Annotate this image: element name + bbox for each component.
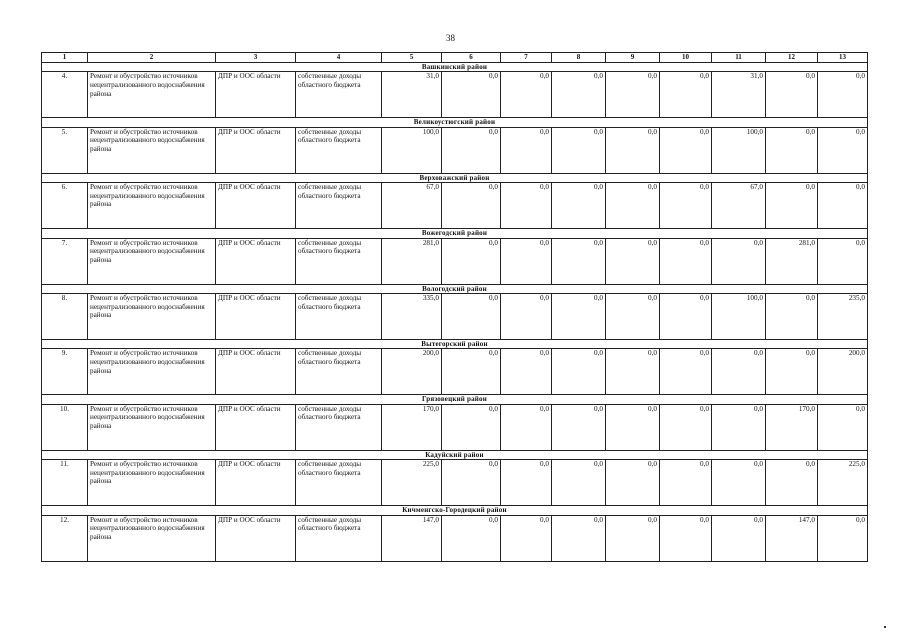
amount-col-8: 0,0	[552, 404, 606, 450]
amount-col-6: 0,0	[442, 183, 501, 229]
amount-col-13: 0,0	[818, 515, 868, 561]
funding-source: собственные доходы областного бюджета	[296, 72, 382, 118]
amount-col-5: 200,0	[382, 349, 442, 395]
amount-col-10: 0,0	[660, 293, 712, 339]
amount-col-10: 0,0	[660, 238, 712, 284]
amount-col-12: 0,0	[766, 183, 818, 229]
district-header-row	[42, 506, 868, 515]
row-number: 8.	[42, 293, 88, 339]
amount-col-10: 0,0	[660, 515, 712, 561]
amount-col-6: 0,0	[442, 293, 501, 339]
amount-col-10: 0,0	[660, 72, 712, 118]
amount-col-9: 0,0	[606, 404, 660, 450]
amount-col-12: 170,0	[766, 404, 818, 450]
amount-col-8: 0,0	[552, 127, 606, 173]
amount-col-11: 100,0	[712, 293, 766, 339]
amount-col-6: 0,0	[442, 127, 501, 173]
amount-col-12: 0,0	[766, 127, 818, 173]
amount-col-9: 0,0	[606, 460, 660, 506]
amount-col-12: 147,0	[766, 515, 818, 561]
amount-col-13: 0,0	[818, 127, 868, 173]
funding-source: собственные доходы областного бюджета	[296, 349, 382, 395]
table-row	[42, 515, 868, 561]
table-row	[42, 183, 868, 229]
table-row	[42, 293, 868, 339]
amount-col-11: 0,0	[712, 460, 766, 506]
row-number: 6.	[42, 183, 88, 229]
amount-col-12: 0,0	[766, 293, 818, 339]
measure-name: Ремонт и обустройство источников нецентрализованного водоснабжения района	[88, 460, 216, 506]
executor: ДПР и ООС области	[216, 238, 296, 284]
table-body	[42, 53, 868, 562]
amount-col-13: 0,0	[818, 404, 868, 450]
column-number-10: 10	[660, 53, 712, 63]
amount-col-5: 225,0	[382, 460, 442, 506]
amount-col-12: 281,0	[766, 238, 818, 284]
amount-col-10: 0,0	[660, 460, 712, 506]
table-row	[42, 127, 868, 173]
funding-source: собственные доходы областного бюджета	[296, 515, 382, 561]
amount-col-6: 0,0	[442, 238, 501, 284]
amount-col-8: 0,0	[552, 293, 606, 339]
row-number: 12.	[42, 515, 88, 561]
executor: ДПР и ООС области	[216, 460, 296, 506]
row-number: 5.	[42, 127, 88, 173]
amount-col-11: 100,0	[712, 127, 766, 173]
executor: ДПР и ООС области	[216, 349, 296, 395]
amount-col-9: 0,0	[606, 293, 660, 339]
row-number: 11.	[42, 460, 88, 506]
amount-col-7: 0,0	[501, 72, 552, 118]
amount-col-9: 0,0	[606, 127, 660, 173]
column-number-7: 7	[501, 53, 552, 63]
amount-col-6: 0,0	[442, 460, 501, 506]
table-row	[42, 460, 868, 506]
district-name: Великоустюгский район	[42, 118, 868, 127]
amount-col-5: 335,0	[382, 293, 442, 339]
district-name: Грязовецкий район	[42, 395, 868, 404]
measure-name: Ремонт и обустройство источников нецентрализованного водоснабжения района	[88, 127, 216, 173]
amount-col-13: 200,0	[818, 349, 868, 395]
amount-col-7: 0,0	[501, 238, 552, 284]
executor: ДПР и ООС области	[216, 72, 296, 118]
amount-col-13: 0,0	[818, 72, 868, 118]
measure-name: Ремонт и обустройство источников нецентрализованного водоснабжения района	[88, 238, 216, 284]
amount-col-7: 0,0	[501, 183, 552, 229]
district-header-row	[42, 118, 868, 127]
amount-col-9: 0,0	[606, 183, 660, 229]
measure-name: Ремонт и обустройство источников нецентрализованного водоснабжения района	[88, 293, 216, 339]
amount-col-10: 0,0	[660, 349, 712, 395]
amount-col-13: 0,0	[818, 183, 868, 229]
district-name: Вологодский район	[42, 284, 868, 293]
column-number-2: 2	[88, 53, 216, 63]
funding-source: собственные доходы областного бюджета	[296, 238, 382, 284]
row-number: 4.	[42, 72, 88, 118]
amount-col-9: 0,0	[606, 515, 660, 561]
district-name: Вашкинский район	[42, 63, 868, 72]
district-header-row	[42, 63, 868, 72]
amount-col-11: 0,0	[712, 349, 766, 395]
amount-col-11: 0,0	[712, 515, 766, 561]
column-number-9: 9	[606, 53, 660, 63]
amount-col-6: 0,0	[442, 72, 501, 118]
table-row	[42, 404, 868, 450]
amount-col-10: 0,0	[660, 404, 712, 450]
measure-name: Ремонт и обустройство источников нецентрализованного водоснабжения района	[88, 72, 216, 118]
district-name: Кадуйский район	[42, 450, 868, 459]
executor: ДПР и ООС области	[216, 127, 296, 173]
column-number-11: 11	[712, 53, 766, 63]
executor: ДПР и ООС области	[216, 404, 296, 450]
amount-col-6: 0,0	[442, 404, 501, 450]
amount-col-7: 0,0	[501, 293, 552, 339]
district-name: Кичменгско-Городецкий район	[42, 506, 868, 515]
column-number-6: 6	[442, 53, 501, 63]
row-number: 9.	[42, 349, 88, 395]
executor: ДПР и ООС области	[216, 293, 296, 339]
funding-source: собственные доходы областного бюджета	[296, 460, 382, 506]
funding-source: собственные доходы областного бюджета	[296, 183, 382, 229]
measure-name: Ремонт и обустройство источников нецентрализованного водоснабжения района	[88, 404, 216, 450]
amount-col-6: 0,0	[442, 349, 501, 395]
amount-col-8: 0,0	[552, 349, 606, 395]
amount-col-13: 225,0	[818, 460, 868, 506]
column-number-3: 3	[216, 53, 296, 63]
scan-speck	[884, 626, 886, 628]
amount-col-10: 0,0	[660, 183, 712, 229]
amount-col-7: 0,0	[501, 515, 552, 561]
measure-name: Ремонт и обустройство источников нецентрализованного водоснабжения района	[88, 515, 216, 561]
funding-source: собственные доходы областного бюджета	[296, 127, 382, 173]
amount-col-6: 0,0	[442, 515, 501, 561]
column-number-12: 12	[766, 53, 818, 63]
row-number: 10.	[42, 404, 88, 450]
amount-col-11: 0,0	[712, 404, 766, 450]
funding-source: собственные доходы областного бюджета	[296, 404, 382, 450]
budget-table	[41, 52, 868, 562]
amount-col-9: 0,0	[606, 238, 660, 284]
column-number-13: 13	[818, 53, 868, 63]
table-row	[42, 72, 868, 118]
district-header-row	[42, 395, 868, 404]
executor: ДПР и ООС области	[216, 515, 296, 561]
column-number-4: 4	[296, 53, 382, 63]
amount-col-5: 67,0	[382, 183, 442, 229]
amount-col-7: 0,0	[501, 404, 552, 450]
amount-col-11: 0,0	[712, 238, 766, 284]
table-row	[42, 349, 868, 395]
funding-source: собственные доходы областного бюджета	[296, 293, 382, 339]
measure-name: Ремонт и обустройство источников нецентрализованного водоснабжения района	[88, 349, 216, 395]
amount-col-5: 170,0	[382, 404, 442, 450]
amount-col-12: 0,0	[766, 72, 818, 118]
amount-col-8: 0,0	[552, 72, 606, 118]
amount-col-12: 0,0	[766, 460, 818, 506]
amount-col-11: 67,0	[712, 183, 766, 229]
amount-col-5: 147,0	[382, 515, 442, 561]
table-row	[42, 238, 868, 284]
column-number-5: 5	[382, 53, 442, 63]
amount-col-5: 281,0	[382, 238, 442, 284]
district-header-row	[42, 339, 868, 348]
amount-col-8: 0,0	[552, 515, 606, 561]
column-number-1: 1	[42, 53, 88, 63]
amount-col-7: 0,0	[501, 460, 552, 506]
page-number: 38	[446, 33, 455, 43]
amount-col-7: 0,0	[501, 127, 552, 173]
row-number: 7.	[42, 238, 88, 284]
amount-col-13: 0,0	[818, 238, 868, 284]
amount-col-7: 0,0	[501, 349, 552, 395]
amount-col-5: 31,0	[382, 72, 442, 118]
amount-col-11: 31,0	[712, 72, 766, 118]
amount-col-8: 0,0	[552, 460, 606, 506]
measure-name: Ремонт и обустройство источников нецентрализованного водоснабжения района	[88, 183, 216, 229]
amount-col-13: 235,0	[818, 293, 868, 339]
amount-col-5: 100,0	[382, 127, 442, 173]
district-header-row	[42, 229, 868, 238]
district-header-row	[42, 173, 868, 182]
district-name: Вожегодский район	[42, 229, 868, 238]
amount-col-8: 0,0	[552, 238, 606, 284]
column-number-row	[42, 53, 868, 63]
district-name: Верховажский район	[42, 173, 868, 182]
district-header-row	[42, 450, 868, 459]
column-number-8: 8	[552, 53, 606, 63]
district-name: Вытегорский район	[42, 339, 868, 348]
amount-col-9: 0,0	[606, 72, 660, 118]
amount-col-10: 0,0	[660, 127, 712, 173]
executor: ДПР и ООС области	[216, 183, 296, 229]
amount-col-9: 0,0	[606, 349, 660, 395]
district-header-row	[42, 284, 868, 293]
amount-col-8: 0,0	[552, 183, 606, 229]
amount-col-12: 0,0	[766, 349, 818, 395]
